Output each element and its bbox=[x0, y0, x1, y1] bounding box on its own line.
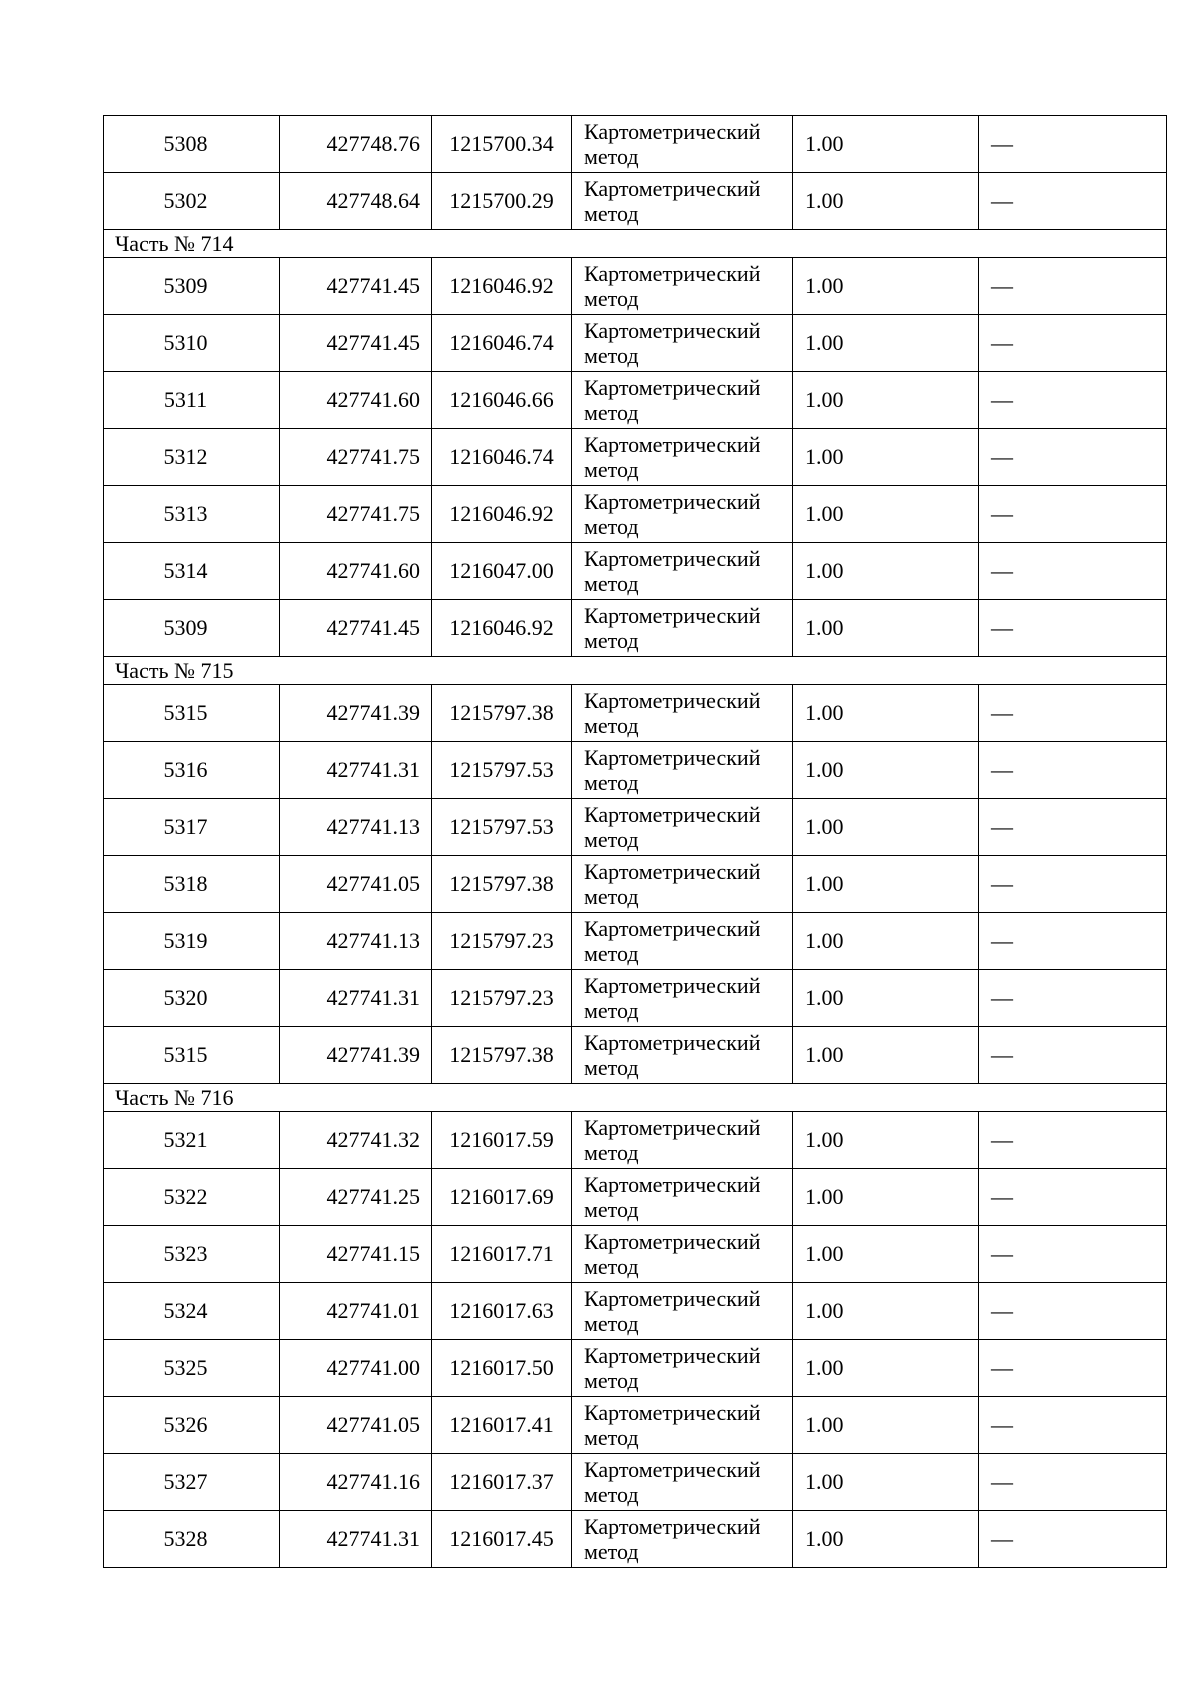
y-coordinate-cell: 1216017.41 bbox=[432, 1397, 572, 1454]
accuracy-cell: 1.00 bbox=[793, 1027, 979, 1084]
table-row bbox=[104, 742, 1167, 799]
accuracy-cell: 1.00 bbox=[793, 970, 979, 1027]
y-coordinate-cell: 1216017.45 bbox=[432, 1511, 572, 1568]
method-line-1: Картометрический bbox=[584, 1343, 761, 1368]
method-line-2: метод bbox=[584, 1311, 639, 1336]
note-cell: — bbox=[979, 429, 1167, 486]
note-cell: — bbox=[979, 1397, 1167, 1454]
note-cell: — bbox=[979, 315, 1167, 372]
table-row bbox=[104, 1112, 1167, 1169]
accuracy-cell: 1.00 bbox=[793, 258, 979, 315]
y-coordinate-cell: 1215700.34 bbox=[432, 116, 572, 173]
section-header-row bbox=[104, 657, 1167, 685]
method-cell bbox=[572, 173, 793, 230]
table-row bbox=[104, 486, 1167, 543]
method-line-2: метод bbox=[584, 457, 639, 482]
point-number-cell: 5321 bbox=[104, 1112, 280, 1169]
method-cell bbox=[572, 1283, 793, 1340]
x-coordinate-cell: 427741.45 bbox=[280, 258, 432, 315]
table-row bbox=[104, 856, 1167, 913]
x-coordinate-cell: 427748.64 bbox=[280, 173, 432, 230]
note-cell: — bbox=[979, 600, 1167, 657]
table-row bbox=[104, 173, 1167, 230]
point-number-cell: 5325 bbox=[104, 1340, 280, 1397]
point-number-cell: 5309 bbox=[104, 600, 280, 657]
point-number-cell: 5316 bbox=[104, 742, 280, 799]
accuracy-cell: 1.00 bbox=[793, 1511, 979, 1568]
method-line-1: Картометрический bbox=[584, 1286, 761, 1311]
accuracy-cell: 1.00 bbox=[793, 1283, 979, 1340]
method-line-1: Картометрический bbox=[584, 1229, 761, 1254]
table-row bbox=[104, 258, 1167, 315]
accuracy-cell: 1.00 bbox=[793, 173, 979, 230]
accuracy-cell: 1.00 bbox=[793, 543, 979, 600]
point-number-cell: 5310 bbox=[104, 315, 280, 372]
method-line-1: Картометрический bbox=[584, 1030, 761, 1055]
method-line-2: метод bbox=[584, 628, 639, 653]
method-cell bbox=[572, 913, 793, 970]
table-row bbox=[104, 372, 1167, 429]
y-coordinate-cell: 1215797.38 bbox=[432, 685, 572, 742]
x-coordinate-cell: 427741.13 bbox=[280, 913, 432, 970]
method-cell bbox=[572, 1511, 793, 1568]
accuracy-cell: 1.00 bbox=[793, 685, 979, 742]
accuracy-cell: 1.00 bbox=[793, 1454, 979, 1511]
note-cell: — bbox=[979, 1169, 1167, 1226]
method-cell bbox=[572, 1226, 793, 1283]
x-coordinate-cell: 427741.25 bbox=[280, 1169, 432, 1226]
table-row bbox=[104, 913, 1167, 970]
accuracy-cell: 1.00 bbox=[793, 315, 979, 372]
note-cell: — bbox=[979, 1112, 1167, 1169]
point-number-cell: 5314 bbox=[104, 543, 280, 600]
table-row bbox=[104, 970, 1167, 1027]
x-coordinate-cell: 427741.00 bbox=[280, 1340, 432, 1397]
table-row bbox=[104, 543, 1167, 600]
method-cell bbox=[572, 742, 793, 799]
y-coordinate-cell: 1216017.63 bbox=[432, 1283, 572, 1340]
method-line-1: Картометрический bbox=[584, 688, 761, 713]
accuracy-cell: 1.00 bbox=[793, 1226, 979, 1283]
point-number-cell: 5313 bbox=[104, 486, 280, 543]
note-cell: — bbox=[979, 742, 1167, 799]
x-coordinate-cell: 427741.32 bbox=[280, 1112, 432, 1169]
note-cell: — bbox=[979, 1283, 1167, 1340]
x-coordinate-cell: 427748.76 bbox=[280, 116, 432, 173]
method-line-2: метод bbox=[584, 1254, 639, 1279]
method-cell bbox=[572, 116, 793, 173]
method-cell bbox=[572, 1027, 793, 1084]
method-line-2: метод bbox=[584, 770, 639, 795]
point-number-cell: 5308 bbox=[104, 116, 280, 173]
table-row bbox=[104, 1397, 1167, 1454]
point-number-cell: 5326 bbox=[104, 1397, 280, 1454]
note-cell: — bbox=[979, 486, 1167, 543]
method-cell bbox=[572, 970, 793, 1027]
method-line-2: метод bbox=[584, 571, 639, 596]
method-line-1: Картометрический bbox=[584, 375, 761, 400]
accuracy-cell: 1.00 bbox=[793, 1340, 979, 1397]
method-line-2: метод bbox=[584, 998, 639, 1023]
x-coordinate-cell: 427741.60 bbox=[280, 372, 432, 429]
method-line-1: Картометрический bbox=[584, 546, 761, 571]
note-cell: — bbox=[979, 1226, 1167, 1283]
method-line-1: Картометрический bbox=[584, 859, 761, 884]
note-cell: — bbox=[979, 799, 1167, 856]
y-coordinate-cell: 1216017.37 bbox=[432, 1454, 572, 1511]
accuracy-cell: 1.00 bbox=[793, 1169, 979, 1226]
method-line-1: Картометрический bbox=[584, 1115, 761, 1140]
method-cell bbox=[572, 1169, 793, 1226]
method-cell bbox=[572, 486, 793, 543]
accuracy-cell: 1.00 bbox=[793, 116, 979, 173]
note-cell: — bbox=[979, 685, 1167, 742]
point-number-cell: 5328 bbox=[104, 1511, 280, 1568]
table-row bbox=[104, 799, 1167, 856]
y-coordinate-cell: 1216046.92 bbox=[432, 486, 572, 543]
y-coordinate-cell: 1216047.00 bbox=[432, 543, 572, 600]
accuracy-cell: 1.00 bbox=[793, 913, 979, 970]
table-row bbox=[104, 1027, 1167, 1084]
y-coordinate-cell: 1216046.92 bbox=[432, 600, 572, 657]
table-row bbox=[104, 1511, 1167, 1568]
point-number-cell: 5302 bbox=[104, 173, 280, 230]
method-cell bbox=[572, 1340, 793, 1397]
method-cell bbox=[572, 429, 793, 486]
method-line-1: Картометрический bbox=[584, 318, 761, 343]
method-line-1: Картометрический bbox=[584, 261, 761, 286]
method-cell bbox=[572, 543, 793, 600]
method-line-2: метод bbox=[584, 827, 639, 852]
method-line-1: Картометрический bbox=[584, 916, 761, 941]
method-line-2: метод bbox=[584, 201, 639, 226]
y-coordinate-cell: 1216046.92 bbox=[432, 258, 572, 315]
y-coordinate-cell: 1216046.66 bbox=[432, 372, 572, 429]
y-coordinate-cell: 1216017.71 bbox=[432, 1226, 572, 1283]
method-line-1: Картометрический bbox=[584, 176, 761, 201]
accuracy-cell: 1.00 bbox=[793, 429, 979, 486]
x-coordinate-cell: 427741.39 bbox=[280, 685, 432, 742]
accuracy-cell: 1.00 bbox=[793, 799, 979, 856]
note-cell: — bbox=[979, 372, 1167, 429]
method-line-2: метод bbox=[584, 514, 639, 539]
accuracy-cell: 1.00 bbox=[793, 742, 979, 799]
x-coordinate-cell: 427741.05 bbox=[280, 1397, 432, 1454]
x-coordinate-cell: 427741.13 bbox=[280, 799, 432, 856]
section-label: Часть № 714 bbox=[104, 230, 1167, 258]
y-coordinate-cell: 1215797.53 bbox=[432, 742, 572, 799]
accuracy-cell: 1.00 bbox=[793, 486, 979, 543]
method-line-1: Картометрический bbox=[584, 973, 761, 998]
table-row bbox=[104, 1169, 1167, 1226]
table-row bbox=[104, 315, 1167, 372]
method-line-2: метод bbox=[584, 286, 639, 311]
y-coordinate-cell: 1215797.38 bbox=[432, 1027, 572, 1084]
x-coordinate-cell: 427741.31 bbox=[280, 970, 432, 1027]
y-coordinate-cell: 1215700.29 bbox=[432, 173, 572, 230]
point-number-cell: 5309 bbox=[104, 258, 280, 315]
method-line-1: Картометрический bbox=[584, 432, 761, 457]
x-coordinate-cell: 427741.16 bbox=[280, 1454, 432, 1511]
point-number-cell: 5324 bbox=[104, 1283, 280, 1340]
method-line-1: Картометрический bbox=[584, 1172, 761, 1197]
method-cell bbox=[572, 315, 793, 372]
x-coordinate-cell: 427741.45 bbox=[280, 600, 432, 657]
table-row bbox=[104, 685, 1167, 742]
note-cell: — bbox=[979, 1340, 1167, 1397]
point-number-cell: 5312 bbox=[104, 429, 280, 486]
method-cell bbox=[572, 685, 793, 742]
method-line-1: Картометрический bbox=[584, 802, 761, 827]
x-coordinate-cell: 427741.05 bbox=[280, 856, 432, 913]
y-coordinate-cell: 1215797.23 bbox=[432, 913, 572, 970]
method-cell bbox=[572, 258, 793, 315]
method-line-2: метод bbox=[584, 713, 639, 738]
x-coordinate-cell: 427741.75 bbox=[280, 486, 432, 543]
section-header-row bbox=[104, 230, 1167, 258]
y-coordinate-cell: 1216046.74 bbox=[432, 429, 572, 486]
method-line-2: метод bbox=[584, 1197, 639, 1222]
table-row bbox=[104, 1226, 1167, 1283]
point-number-cell: 5315 bbox=[104, 685, 280, 742]
x-coordinate-cell: 427741.45 bbox=[280, 315, 432, 372]
point-number-cell: 5327 bbox=[104, 1454, 280, 1511]
method-cell bbox=[572, 856, 793, 913]
method-line-2: метод bbox=[584, 884, 639, 909]
method-cell bbox=[572, 372, 793, 429]
method-cell bbox=[572, 600, 793, 657]
x-coordinate-cell: 427741.75 bbox=[280, 429, 432, 486]
method-line-2: метод bbox=[584, 1539, 639, 1564]
method-line-1: Картометрический bbox=[584, 119, 761, 144]
point-number-cell: 5317 bbox=[104, 799, 280, 856]
accuracy-cell: 1.00 bbox=[793, 1397, 979, 1454]
method-line-1: Картометрический bbox=[584, 1457, 761, 1482]
note-cell: — bbox=[979, 1027, 1167, 1084]
x-coordinate-cell: 427741.39 bbox=[280, 1027, 432, 1084]
section-label: Часть № 716 bbox=[104, 1084, 1167, 1112]
point-number-cell: 5323 bbox=[104, 1226, 280, 1283]
method-line-2: метод bbox=[584, 1368, 639, 1393]
point-number-cell: 5322 bbox=[104, 1169, 280, 1226]
x-coordinate-cell: 427741.60 bbox=[280, 543, 432, 600]
method-line-2: метод bbox=[584, 1482, 639, 1507]
y-coordinate-cell: 1215797.53 bbox=[432, 799, 572, 856]
accuracy-cell: 1.00 bbox=[793, 1112, 979, 1169]
method-cell bbox=[572, 1397, 793, 1454]
y-coordinate-cell: 1215797.23 bbox=[432, 970, 572, 1027]
method-line-2: метод bbox=[584, 400, 639, 425]
y-coordinate-cell: 1215797.38 bbox=[432, 856, 572, 913]
method-line-1: Картометрический bbox=[584, 745, 761, 770]
note-cell: — bbox=[979, 258, 1167, 315]
method-line-2: метод bbox=[584, 941, 639, 966]
accuracy-cell: 1.00 bbox=[793, 600, 979, 657]
note-cell: — bbox=[979, 913, 1167, 970]
accuracy-cell: 1.00 bbox=[793, 372, 979, 429]
note-cell: — bbox=[979, 856, 1167, 913]
y-coordinate-cell: 1216017.59 bbox=[432, 1112, 572, 1169]
point-number-cell: 5319 bbox=[104, 913, 280, 970]
note-cell: — bbox=[979, 543, 1167, 600]
note-cell: — bbox=[979, 116, 1167, 173]
table-row bbox=[104, 600, 1167, 657]
method-line-2: метод bbox=[584, 144, 639, 169]
coordinates-table-body bbox=[104, 116, 1167, 1568]
x-coordinate-cell: 427741.15 bbox=[280, 1226, 432, 1283]
point-number-cell: 5311 bbox=[104, 372, 280, 429]
note-cell: — bbox=[979, 1511, 1167, 1568]
coordinates-table bbox=[103, 115, 1167, 1568]
method-line-1: Картометрический bbox=[584, 489, 761, 514]
table-row bbox=[104, 116, 1167, 173]
method-cell bbox=[572, 1454, 793, 1511]
point-number-cell: 5315 bbox=[104, 1027, 280, 1084]
y-coordinate-cell: 1216017.50 bbox=[432, 1340, 572, 1397]
table-row bbox=[104, 429, 1167, 486]
y-coordinate-cell: 1216046.74 bbox=[432, 315, 572, 372]
method-line-1: Картометрический bbox=[584, 1400, 761, 1425]
method-cell bbox=[572, 799, 793, 856]
table-row bbox=[104, 1340, 1167, 1397]
method-cell bbox=[572, 1112, 793, 1169]
note-cell: — bbox=[979, 970, 1167, 1027]
x-coordinate-cell: 427741.31 bbox=[280, 1511, 432, 1568]
point-number-cell: 5318 bbox=[104, 856, 280, 913]
y-coordinate-cell: 1216017.69 bbox=[432, 1169, 572, 1226]
table-row bbox=[104, 1454, 1167, 1511]
note-cell: — bbox=[979, 173, 1167, 230]
x-coordinate-cell: 427741.31 bbox=[280, 742, 432, 799]
table-row bbox=[104, 1283, 1167, 1340]
section-header-row bbox=[104, 1084, 1167, 1112]
point-number-cell: 5320 bbox=[104, 970, 280, 1027]
method-line-2: метод bbox=[584, 1055, 639, 1080]
method-line-2: метод bbox=[584, 1140, 639, 1165]
x-coordinate-cell: 427741.01 bbox=[280, 1283, 432, 1340]
method-line-1: Картометрический bbox=[584, 603, 761, 628]
section-label: Часть № 715 bbox=[104, 657, 1167, 685]
accuracy-cell: 1.00 bbox=[793, 856, 979, 913]
note-cell: — bbox=[979, 1454, 1167, 1511]
method-line-2: метод bbox=[584, 1425, 639, 1450]
method-line-2: метод bbox=[584, 343, 639, 368]
method-line-1: Картометрический bbox=[584, 1514, 761, 1539]
